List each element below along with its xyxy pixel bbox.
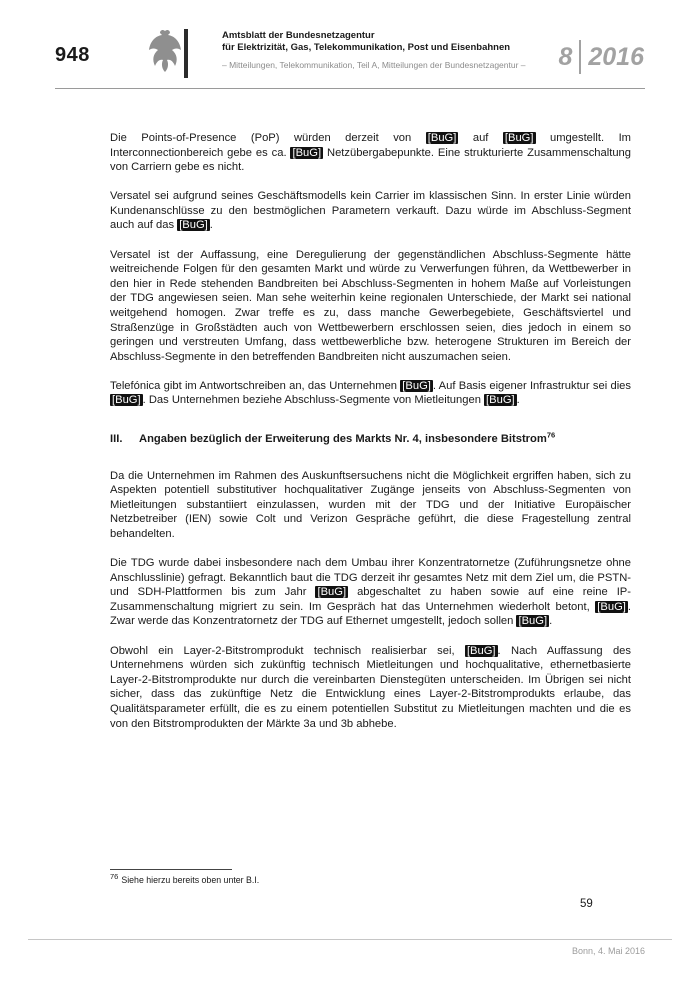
header-divider-bar	[184, 29, 188, 78]
paragraph-text: . Nach Auffassung des Unternehmens würden sich zukünftig technisch Mietleitungen und hochqualitative, ethernetbasierte Layer-2-Bitstromprodukte nur durch die vereinbarten Dienstegüten unterscheiden. Im Übrigen sei nicht sicher, dass das zukünftige Netz die Entwicklung eines Layer-2-Bitstromprodukts erlaube, das Qualitätsparameter erfüllt, die es zu einem potentiellen Substitut zu Mietleitungen machten und die es von den Bitstromprodukten der Märkte 3a und 3b abhebe.	[110, 644, 631, 730]
paragraph-text: .	[549, 615, 553, 628]
paragraph-text: Telefónica gibt im Antwortschreiben an, das Unternehmen	[110, 379, 401, 392]
paragraph-text: .	[209, 219, 213, 232]
publication-subtitle: für Elektrizität, Gas, Telekommunikation, Post und Eisenbahnen	[222, 42, 511, 53]
paragraph	[110, 556, 631, 629]
federal-eagle-icon	[147, 26, 183, 78]
footnote-marker: 76	[110, 872, 119, 882]
paragraph-text: . Auf Basis eigener Infrastruktur sei dies	[432, 379, 631, 392]
issue-info	[558, 40, 644, 74]
issue-number: 8	[558, 42, 573, 71]
footnote-rule	[110, 869, 232, 870]
paragraph	[110, 189, 631, 233]
paragraph-text: abgeschaltet zu haben sowie auf eine reine IP-Zusammenschaltung migriert zu sein. Im Gespräch hat das Unternehmen wiederholt betont,	[110, 586, 631, 613]
footnote-block	[110, 869, 259, 886]
header-rule	[55, 88, 645, 89]
footer-date: Bonn, 4. Mai 2016	[571, 946, 645, 956]
paragraph	[110, 644, 631, 732]
paragraph	[110, 469, 631, 542]
redaction-bug: [BuG]	[466, 644, 496, 657]
redaction-bug: [BuG]	[402, 379, 431, 392]
section-heading	[110, 432, 631, 447]
redaction-bug: [BuG]	[518, 615, 548, 628]
redaction-bug: [BuG]	[112, 394, 141, 407]
section-heading-number: III.	[110, 433, 123, 445]
paragraph-text: Versatel ist der Auffassung, eine Deregulierung der gegenständlichen Abschluss-Segmente hätte weitreichende Folgen für den gesamten Markt und würde zu Verwerfungen führen, da Wettbewerber in den hier in Rede stehenden Bandbreiten bei Abschluss-Segmenten in hohem Maße auf Vorleistungen der TDG angewiesen seien. Man sehe weiterhin keine regionalen Unterschiede, der Markt sei national weitgehend homogen. Zwar treffe es zu, dass manche Gewerbegebiete, Geschäftsviertel und Straßenzüge in Großstädten auch von Wettbewerbern erschlossen seien, dies jedoch in einem so geringen und verstreuten Umfang, dass wettbewerbliche bzw. heterogene Strukturen im Bereich der Abschluss-Segmente in den betreffenden Bandbreiten nicht auszumachen seien.	[110, 248, 631, 363]
redaction-bug: [BuG]	[427, 132, 457, 144]
document-body	[110, 131, 631, 746]
issue-year: 2016	[588, 42, 644, 71]
paragraph-text: Die TDG wurde dabei insbesondere nach dem Umbau ihrer Konzentratornetze (Zuführungsnetze ohne Anschlusslinie) gefragt. Bekanntlich baut die TDG derzeit ihr gesamtes Netz mit dem Ziel um, die PSTN- und SDH-Plattformen bis zum Jahr	[110, 557, 631, 599]
paragraph-text: Obwohl ein Layer-2-Bitstromprodukt technisch realisierbar sei,	[110, 644, 465, 657]
paragraph-text: umgestellt. Im Interconnectionbereich gebe es ca.	[110, 132, 631, 159]
paragraph-text: Versatel sei aufgrund seines Geschäftsmodells kein Carrier im klassischen Sinn. In erster Linie würden Kundenanschlüsse zu den bestmöglichen Parametern verkauft. Dazu würde im Abschluss-Segment auch auf das	[110, 190, 631, 232]
redaction-bug: [BuG]	[317, 586, 347, 599]
footnote-body-text: Siehe hierzu bereits oben unter B.I.	[121, 875, 260, 885]
paragraph-text: Netzübergabepunkte. Eine strukturierte Zusammenschaltung von Carriern gebe es nicht.	[110, 146, 631, 174]
redaction-bug: [BuG]	[486, 394, 515, 407]
paragraph	[110, 379, 631, 408]
paragraph	[110, 248, 631, 365]
paragraph-text: .	[516, 394, 520, 407]
paragraph-text: Die Points-of-Presence (PoP) würden derzeit von	[110, 132, 426, 144]
issue-divider-bar	[579, 40, 581, 74]
redaction-bug: [BuG]	[504, 132, 534, 144]
redaction-bug: [BuG]	[597, 600, 626, 613]
footnote-reference: 76	[546, 430, 556, 440]
paragraph-text: Da die Unternehmen im Rahmen des Auskunftsersuchens nicht die Möglichkeit ergriffen haben, sich zu Aspekten potentiell substitutiver hochqualitativer Zugänge jenseits von Abschluss-Segmenten von Mietleitungen substantiiert einzulassen, wurden mit der TDG und der Initiative Europäischer Netzbetreiber (IEN) sowie Colt und Verizon Gespräche geführt, die diese Fragestellung zentral behandelten.	[110, 469, 631, 540]
page-number: 59	[580, 898, 593, 910]
section-heading-text: Angaben bezüglich der Erweiterung des Markts Nr. 4, insbesondere Bitstrom$^{76}$	[139, 430, 556, 445]
publication-title-block	[222, 30, 552, 70]
paragraph	[110, 131, 631, 175]
publication-section-line: – Mitteilungen, Telekommunikation, Teil A, Mitteilungen der Bundesnetzagentur –	[222, 60, 526, 70]
footnote	[110, 872, 260, 886]
paragraph-text: . Das Unternehmen beziehe Abschluss-Segmente von Mietleitungen	[142, 394, 485, 407]
publication-title: Amtsblatt der Bundesnetzagentur	[222, 30, 375, 41]
header-page-number: 948	[55, 44, 90, 66]
redaction-bug: [BuG]	[179, 219, 208, 232]
paragraph-text: . Zwar werde das Konzentratornetz der TDG auf Ethernet umgestellt, jedoch sollen	[110, 600, 631, 628]
redaction-bug: [BuG]	[292, 146, 322, 159]
footer-rule	[28, 939, 672, 940]
paragraph-text: auf	[458, 132, 503, 144]
